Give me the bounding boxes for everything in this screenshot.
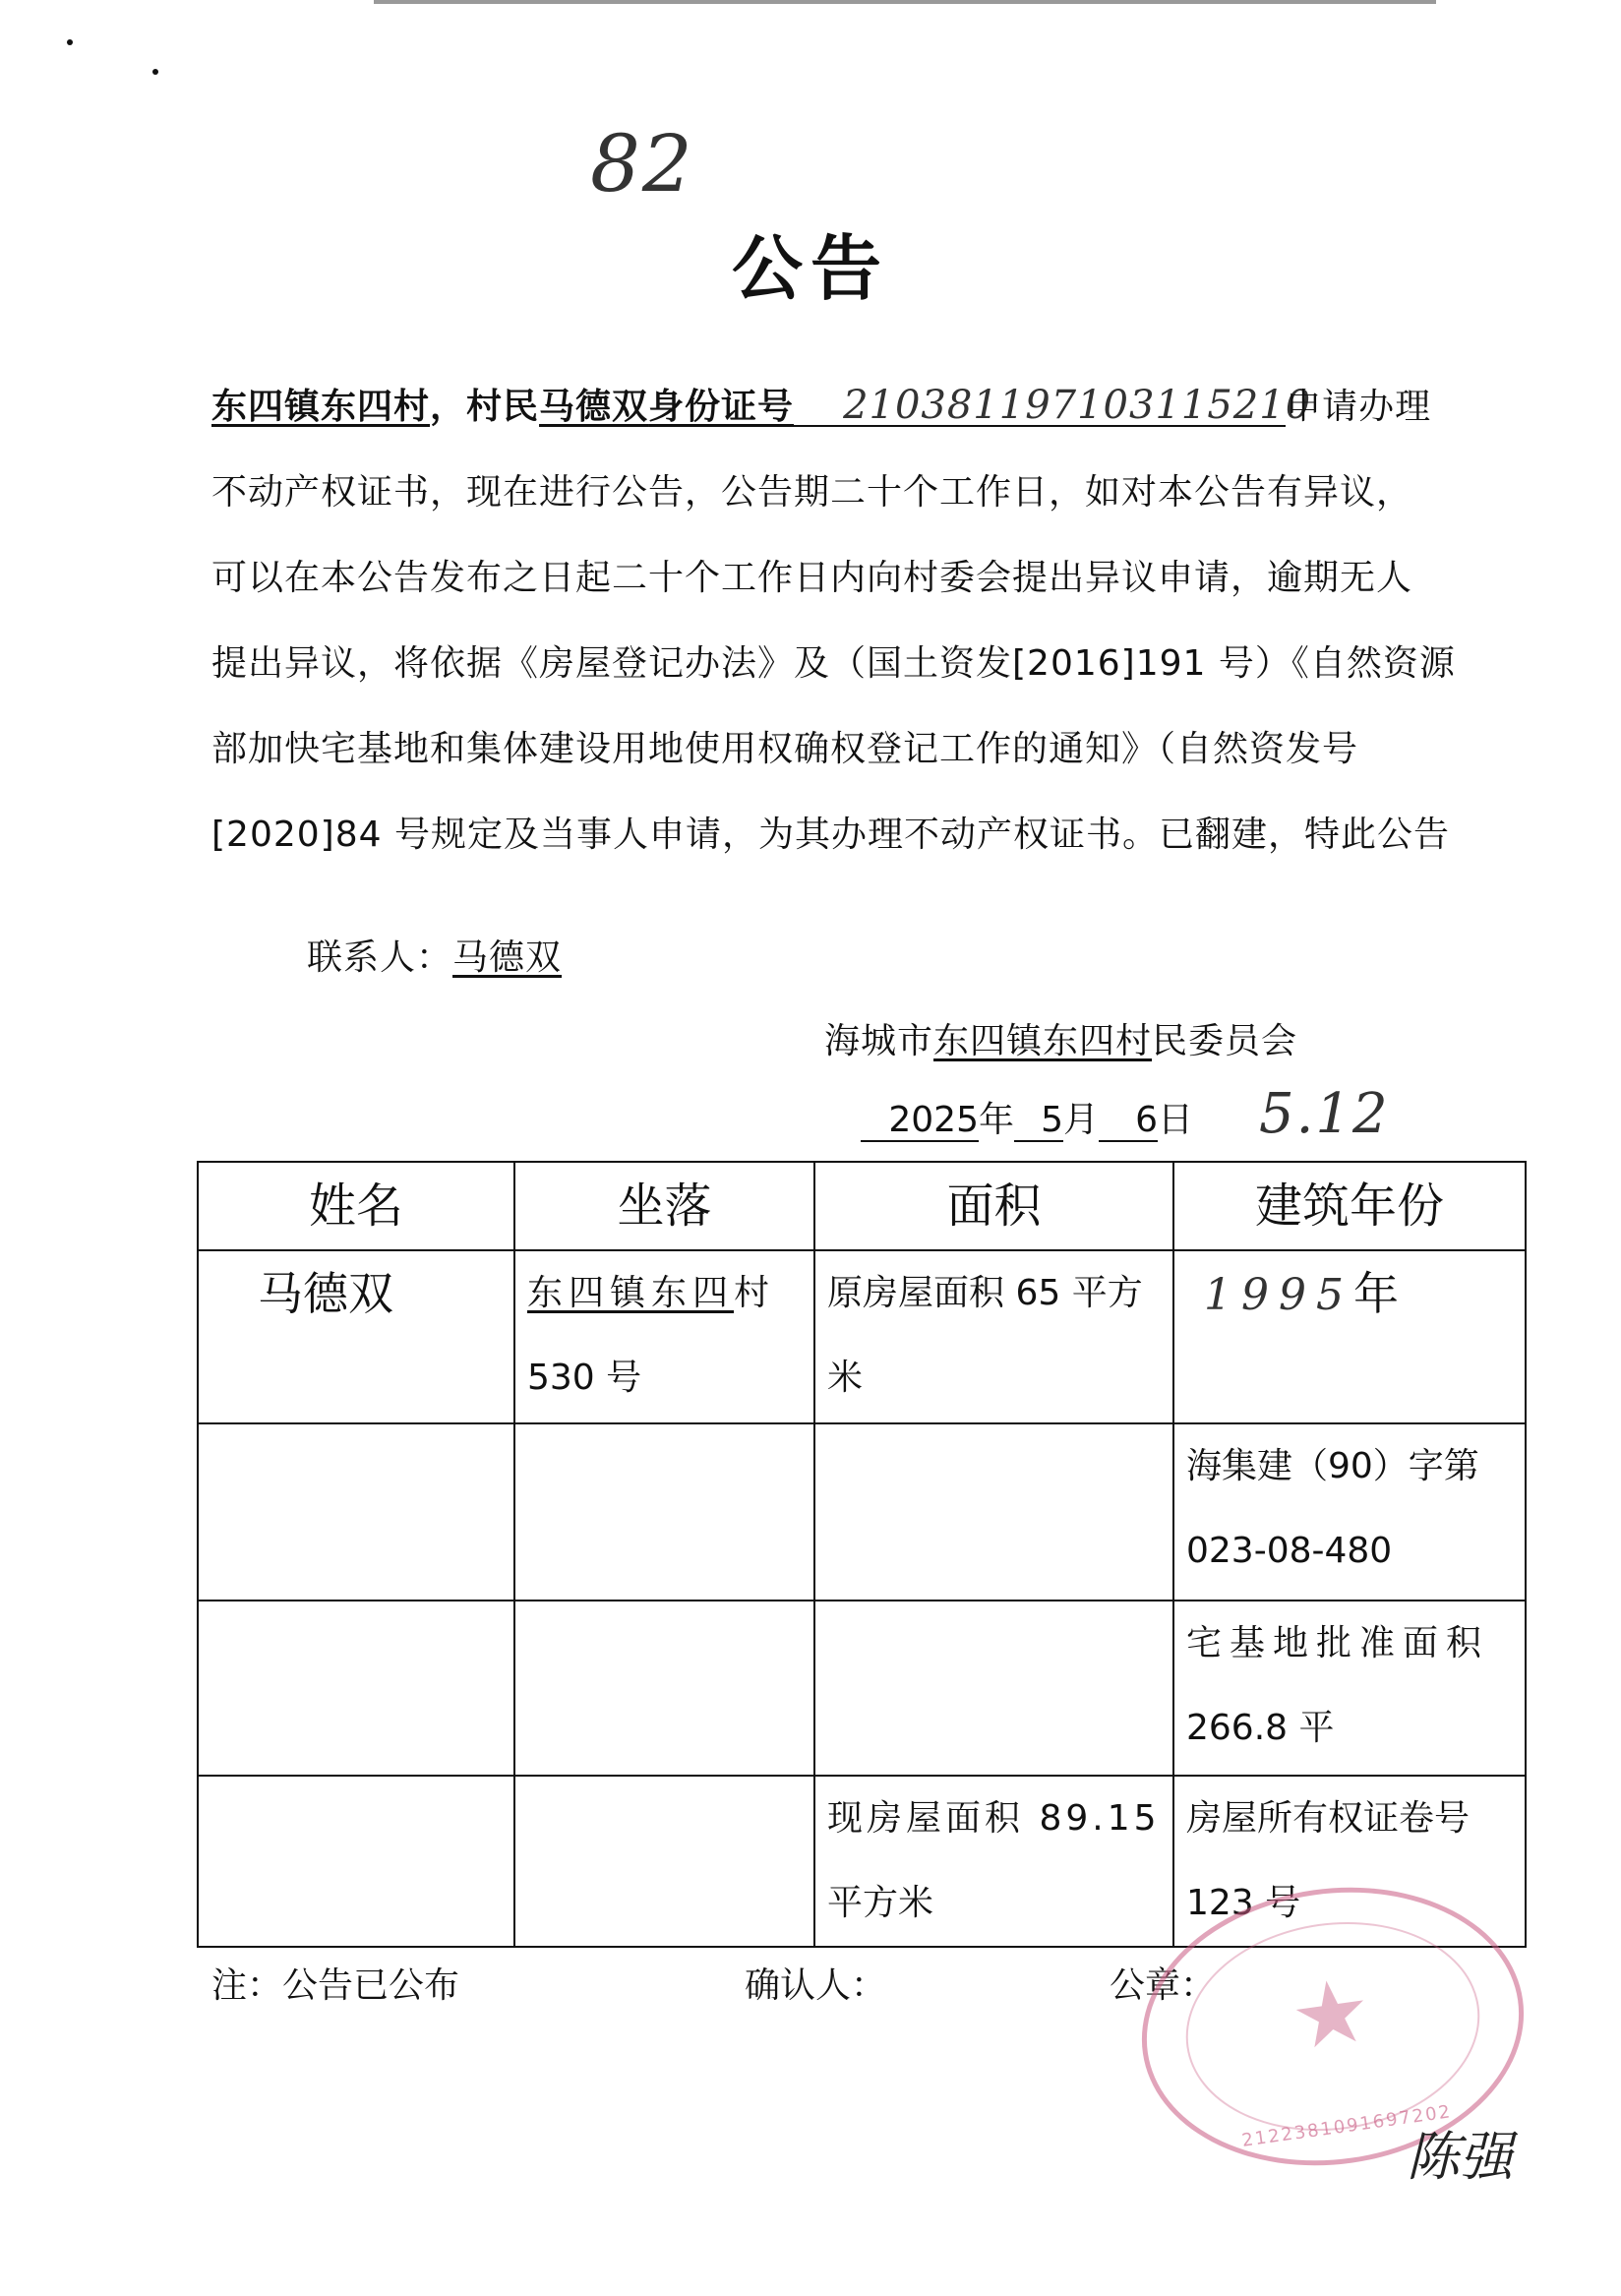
footer-confirm: 确认人： [745, 1965, 887, 2006]
location-line2: 530 号 [527, 1358, 642, 1398]
location-rest: 村 [734, 1273, 770, 1313]
info-line1: 海集建（90）字第 [1186, 1446, 1479, 1486]
cell-area [814, 1250, 1173, 1423]
date-year: 2025 [861, 1100, 979, 1142]
date-day: 6 [1099, 1100, 1158, 1142]
area-line2: 平方米 [827, 1883, 934, 1923]
date-day-unit: 日 [1158, 1100, 1194, 1140]
issuer-suffix: 民委员会 [1152, 1021, 1298, 1061]
issuer-line [824, 1013, 1297, 1063]
cell-info [1173, 1601, 1526, 1776]
cell-name [198, 1601, 514, 1776]
footer-seal-label: 公章： [1110, 1965, 1217, 2006]
contact-line [307, 930, 562, 980]
apply-text: 申请办理 [1286, 387, 1432, 427]
scan-edge-line [374, 0, 1436, 4]
area-line1: 原房屋面积 65 平方 [827, 1273, 1143, 1313]
location-underlined: 东四镇东四 [527, 1273, 735, 1313]
area-line2: 米 [827, 1358, 864, 1398]
resident-prefix: ，村民 [430, 387, 540, 427]
seal-star-icon: ★ [1285, 1958, 1378, 2072]
info-line2: 123 号 [1186, 1883, 1301, 1923]
paragraph-line: [2020]84 号规定及当事人申请，为其办理不动产权证书。已翻建，特此公告 [211, 815, 1450, 855]
paragraph-line: 可以在本公告发布之日起二十个工作日内向村委会提出异议申请，逾期无人 [211, 558, 1413, 598]
date-year-unit: 年 [979, 1100, 1015, 1140]
cell-name [198, 1423, 514, 1601]
handwritten-number: 82 [590, 118, 694, 210]
area-line1: 现房屋面积 89.15 [827, 1798, 1161, 1839]
cell-location [514, 1250, 814, 1423]
cell-area [814, 1776, 1173, 1947]
paragraph-line: 提出异议，将依据《房屋登记办法》及（国土资发[2016]191 号）《自然资源 [211, 643, 1456, 684]
cell-location [514, 1776, 814, 1947]
date-line [861, 1092, 1193, 1142]
cell-area [814, 1423, 1173, 1601]
page-title: 公告 [731, 227, 889, 310]
id-label: 身份证号 [648, 387, 795, 427]
date-month-unit: 月 [1063, 1100, 1100, 1140]
issuer-prefix: 海城市 [824, 1021, 934, 1061]
header-location: 坐落 [514, 1162, 814, 1250]
signature: 陈强 [1407, 2126, 1513, 2188]
table-row [198, 1601, 1526, 1776]
scan-speck [67, 39, 73, 45]
intro-line [211, 379, 1431, 429]
seal-digits: 2122381091697202 [1240, 2101, 1454, 2151]
info-line2: 266.8 平 [1186, 1708, 1335, 1748]
table-row [198, 1423, 1526, 1601]
contact-label: 联系人： [307, 937, 453, 978]
cell-info [1173, 1423, 1526, 1601]
info-line2: 023-08-480 [1186, 1531, 1393, 1571]
header-name: 姓名 [198, 1162, 514, 1250]
paragraph-line: 部加快宅基地和集体建设用地使用权确权登记工作的通知》（自然资发号 [211, 729, 1359, 769]
cell-year [1173, 1250, 1526, 1423]
village-name: 东四镇东四村 [211, 387, 431, 427]
handwritten-date-note: 5.12 [1259, 1082, 1390, 1146]
cell-name [198, 1776, 514, 1947]
cell-area [814, 1601, 1173, 1776]
year-unit: 年 [1352, 1267, 1399, 1320]
table-header-row [198, 1162, 1526, 1250]
paragraph-line: 不动产权证书，现在进行公告，公告期二十个工作日，如对本公告有异议， [211, 472, 1413, 513]
contact-name: 马德双 [452, 937, 563, 978]
header-year: 建筑年份 [1173, 1162, 1526, 1250]
scan-speck [152, 69, 158, 75]
header-area: 面积 [814, 1162, 1173, 1250]
property-table [197, 1161, 1527, 1948]
issuer-village: 东四镇东四村 [933, 1021, 1153, 1061]
cell-location [514, 1423, 814, 1601]
resident-name: 马德双 [539, 387, 649, 427]
footer-note: 注：公告已公布 [211, 1965, 460, 2006]
info-line1: 房屋所有权证卷号 [1186, 1798, 1471, 1839]
table-row [198, 1250, 1526, 1423]
cell-location [514, 1601, 814, 1776]
id-number-field: 210381197103115210 [794, 386, 1286, 427]
date-month: 5 [1014, 1100, 1063, 1142]
info-line1: 宅基地批准面积 [1186, 1623, 1490, 1663]
cell-name: 马德双 [198, 1250, 514, 1423]
year-handwritten: 1995 [1204, 1270, 1353, 1320]
